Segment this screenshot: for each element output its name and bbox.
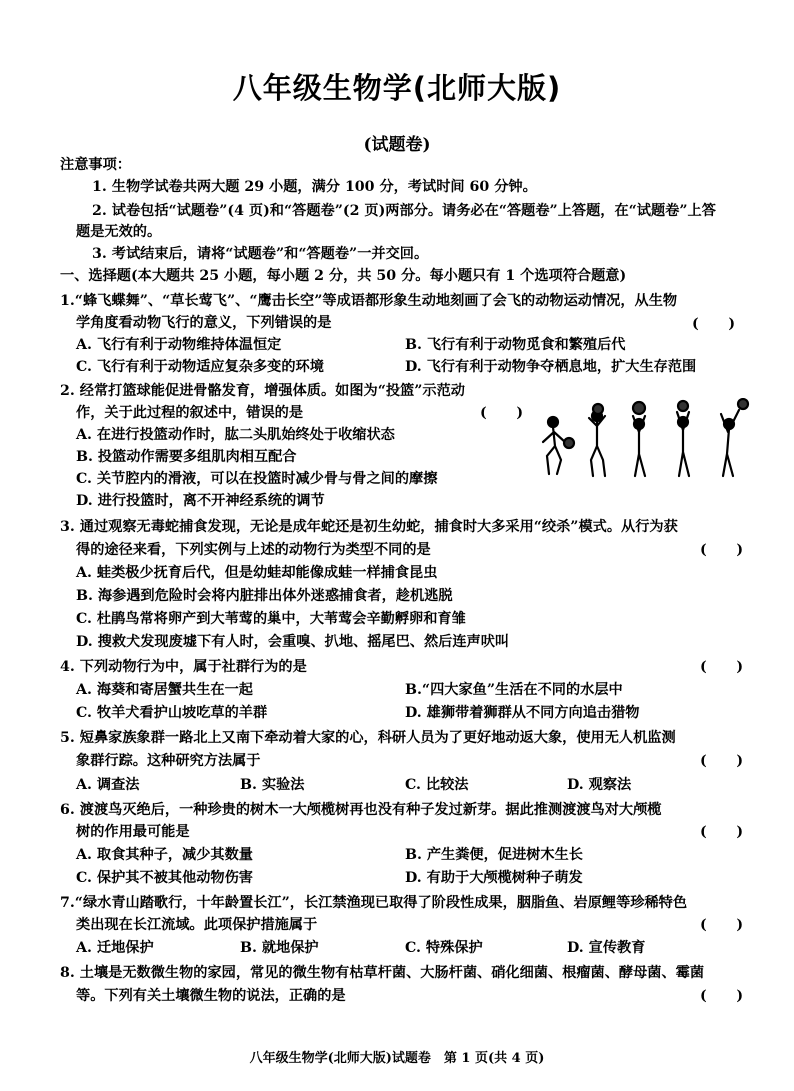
answer-blank: ( )	[692, 316, 736, 332]
option-b: B. 飞行有利于动物觅食和繁殖后代	[405, 337, 626, 353]
question-stem: 3. 通过观察无毒蛇捕食发现，无论是成年蛇还是初生幼蛇，捕食时大多采用“绞杀”模式。从行为获	[60, 519, 678, 535]
option-b: B. 海参遇到危险时会将内脏排出体外迷惑捕食者，趁机逃脱	[76, 588, 453, 604]
option-c: C. 比较法	[405, 777, 469, 793]
question-stem: 等。下列有关土壤微生物的说法，正确的是	[76, 988, 346, 1004]
answer-blank: ( )	[700, 988, 744, 1004]
option-c: C. 杜鹃鸟常将卵产到大苇莺的巢中，大苇莺会辛勤孵卵和育雏	[76, 611, 466, 627]
option-c: C. 飞行有利于动物适应复杂多变的环境	[76, 359, 324, 375]
option-c: C. 牧羊犬看护山坡吃草的羊群	[76, 705, 268, 721]
option-a: A. 调查法	[76, 777, 140, 793]
question-stem: 8. 土壤是无数微生物的家园，常见的微生物有枯草杆菌、大肠杆菌、硝化细菌、根瘤菌、酵母菌、霉菌	[60, 965, 705, 981]
question-stem: 4. 下列动物行为中，属于社群行为的是	[60, 659, 307, 675]
answer-blank: ( )	[700, 659, 744, 675]
answer-blank: ( )	[700, 824, 744, 840]
option-b: B. 投篮动作需要多组肌肉相互配合	[76, 449, 297, 465]
question-stem: 得的途径来看，下列实例与上述的动物行为类型不同的是	[76, 542, 431, 558]
question-stem: 1.“蜂飞蝶舞”、“草长莺飞”、“鹰击长空”等成语都形象生动地刻画了会飞的动物运动情况，从生物	[60, 293, 678, 309]
option-b: B. 实验法	[240, 777, 305, 793]
question-stem: 学角度看动物飞行的意义，下列错误的是	[76, 315, 332, 331]
basketball-shooting-figure	[533, 398, 755, 482]
option-b: B. 就地保护	[240, 940, 319, 956]
answer-blank: ( )	[700, 753, 744, 769]
notice-item: 3. 考试结束后，请将“试题卷”和“答题卷”一并交回。	[92, 246, 429, 262]
answer-blank: ( )	[700, 542, 744, 558]
option-a: A. 海葵和寄居蟹共生在一起	[76, 682, 253, 698]
question-stem: 6. 渡渡鸟灭绝后，一种珍贵的树木一大颅榄树再也没有种子发过新芽。据此推测渡渡鸟对大颅榄	[60, 802, 662, 818]
question-stem: 2. 经常打篮球能促进骨骼发育，增强体质。如图为“投篮”示范动	[60, 383, 465, 399]
option-d: D. 观察法	[567, 777, 632, 793]
question-stem: 作，关于此过程的叙述中，错误的是	[76, 405, 304, 421]
option-a: A. 迁地保护	[76, 940, 154, 956]
option-b: B.“四大家鱼”生活在不同的水层中	[405, 682, 623, 698]
option-c: C. 关节腔内的滑液，可以在投篮时减少骨与骨之间的摩擦	[76, 471, 438, 487]
question-stem: 5. 短鼻家族象群一路北上又南下牵动着大家的心，科研人员为了更好地动返大象，使用无人机监测	[60, 730, 676, 746]
question-stem: 7.“绿水青山踏歌行，十年龄置长江”，长江禁渔现已取得了阶段性成果，胭脂鱼、岩原鲤等珍稀特色	[60, 895, 688, 911]
page-title: 八年级生物学(北师大版)	[232, 71, 562, 105]
option-a: A. 在进行投篮动作时，肱二头肌始终处于收缩状态	[76, 427, 395, 443]
question-stem: 树的作用最可能是	[76, 824, 190, 840]
notice-item: 题是无效的。	[76, 224, 162, 240]
notice-heading: 注意事项：	[60, 157, 131, 173]
option-c: C. 保护其不被其他动物伤害	[76, 870, 253, 886]
option-d: D. 飞行有利于动物争夺栖息地，扩大生存范围	[405, 359, 697, 375]
option-d: D. 有助于大颅榄树种子萌发	[405, 870, 583, 886]
option-d: D. 进行投篮时，离不开神经系统的调节	[76, 493, 325, 509]
answer-blank: ( )	[480, 405, 524, 421]
option-d: D. 宣传教育	[567, 940, 646, 956]
option-d: D. 雄狮带着狮群从不同方向追击猎物	[405, 705, 640, 721]
section-heading: 一、选择题(本大题共 25 小题，每小题 2 分，共 50 分。每小题只有 1 个选项符合题意)	[60, 268, 627, 284]
option-d: D. 搜救犬发现废墟下有人时，会重嗅、扒地、摇尾巴、然后连声吠叫	[76, 634, 510, 650]
answer-blank: ( )	[700, 917, 744, 933]
option-c: C. 特殊保护	[405, 940, 483, 956]
option-a: A. 取食其种子，减少其数量	[76, 847, 253, 863]
question-stem: 类出现在长江流域。此项保护措施属于	[76, 917, 318, 933]
notice-item: 1. 生物学试卷共两大题 29 小题，满分 100 分，考试时间 60 分钟。	[92, 179, 537, 195]
notice-item: 2. 试卷包括“试题卷”(4 页)和“答题卷”(2 页)两部分。请务必在“答题卷”上答题，在“试题卷”上答	[92, 203, 716, 219]
option-a: A. 飞行有利于动物维持体温恒定	[76, 337, 282, 353]
page-subtitle: (试题卷)	[363, 135, 431, 155]
page-footer: 八年级生物学(北师大版)试题卷 第 1 页(共 4 页)	[249, 1051, 545, 1066]
option-b: B. 产生粪便，促进树木生长	[405, 847, 583, 863]
question-stem: 象群行踪。这种研究方法属于	[76, 753, 261, 769]
option-a: A. 蛙类极少抚育后代，但是幼蛙却能像成蛙一样捕食昆虫	[76, 565, 438, 581]
